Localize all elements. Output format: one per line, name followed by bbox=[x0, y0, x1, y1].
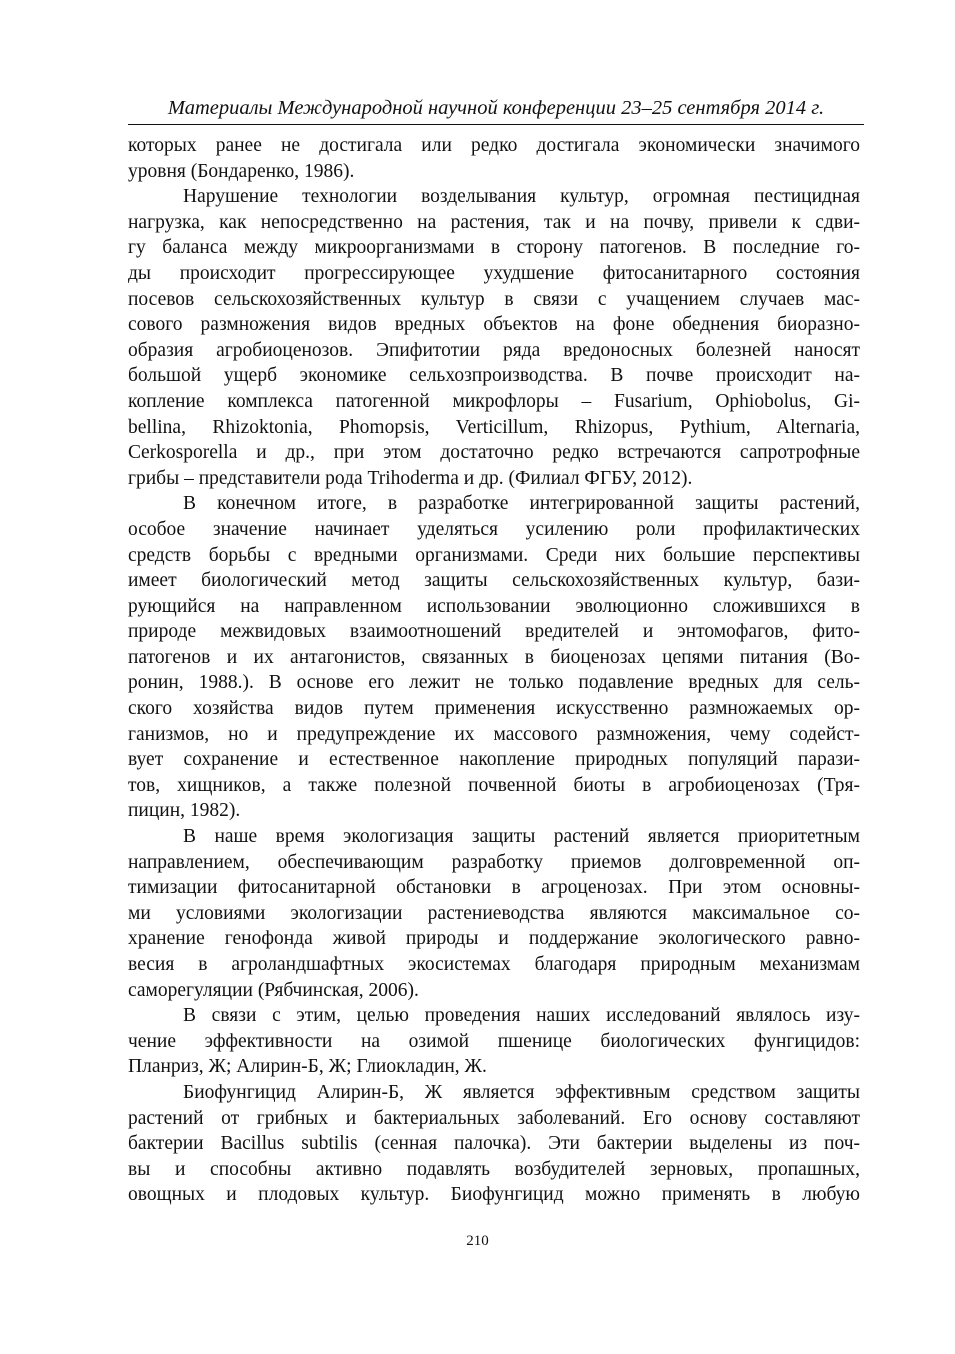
text-line: большой ущерб экономике сельхозпроизводства. В почве происходит на- bbox=[128, 365, 860, 387]
text-line: пицин, 1982). bbox=[128, 800, 241, 822]
running-header: Материалы Международной научной конференции 23–25 сентября 2014 г. bbox=[167, 97, 825, 119]
text-line: вы и способны активно подавлять возбудителей зерновых, пропашных, bbox=[128, 1158, 860, 1180]
header-rule bbox=[128, 124, 864, 125]
text-line: ми условиями экологизации растениеводства являются максимальное со- bbox=[128, 902, 860, 924]
text-line: чение эффективности на озимой пшенице биологических фунгицидов: bbox=[128, 1030, 860, 1052]
text-line: весия в агроландшафтных экосистемах благодаря природным механизмам bbox=[128, 954, 860, 975]
text-line: природе межвидовых взаимоотношений вредителей и энтомофагов, фито- bbox=[128, 621, 860, 643]
text-line: хранение генофонда живой природы и поддержание экологического равно- bbox=[128, 928, 860, 950]
text-line: уровня (Бондаренко, 1986). bbox=[128, 160, 355, 182]
text-line: Планриз, Ж; Алирин-Б, Ж; Глиокладин, Ж. bbox=[128, 1056, 487, 1078]
text-line: bellina, Rhizoktonia, Phomopsis, Verticillum, Rhizopus, Pythium, Alternaria, bbox=[128, 416, 860, 438]
text-line: овощных и плодовых культур. Биофунгицид можно применять в любую bbox=[128, 1184, 860, 1206]
page-number: 210 bbox=[466, 1233, 489, 1249]
text-line: особое значение начинает уделяться усилению роли профилактических bbox=[128, 518, 860, 540]
paragraph bbox=[128, 1003, 860, 1080]
paragraph bbox=[128, 184, 860, 491]
text-line: средств борьбы с вредными организмами. Среди них большие перспективы bbox=[128, 544, 860, 566]
text-line: В наше время экологизация защиты растений является приоритетным bbox=[183, 826, 860, 848]
text-line: патогенов и их антагонистов, связанных в биоценозах цепями питания (Во- bbox=[128, 646, 860, 668]
text-line: Cerkosporella и др., при этом достаточно редко встречаются сапротрофные bbox=[128, 442, 860, 464]
text-line: растений от грибных и бактериальных заболеваний. Его основу составляют bbox=[128, 1107, 860, 1129]
text-line: Нарушение технологии возделывания культур, огромная пестицидная bbox=[183, 186, 860, 208]
paragraph bbox=[128, 1080, 860, 1208]
text-line: гу баланса между микроорганизмами в сторону патогенов. В последние го- bbox=[128, 237, 860, 259]
text-line: направлением, обеспечивающим разработку приемов долговременной оп- bbox=[128, 851, 860, 873]
text-line: ды происходит прогрессирующее ухудшение фитосанитарного состояния bbox=[128, 262, 860, 284]
text-line: образия агробиоценозов. Эпифитотии ряда вредоносных болезней наносят bbox=[128, 339, 860, 361]
text-line: посевов сельскохозяйственных культур в связи с учащением случаев мас- bbox=[128, 288, 860, 310]
body-text bbox=[128, 133, 860, 1208]
text-line: В конечном итоге, в разработке интегрированной защиты растений, bbox=[183, 493, 860, 515]
text-line: сового размножения видов вредных объектов на фоне обеднения биоразно- bbox=[128, 314, 860, 336]
paragraph bbox=[128, 491, 860, 824]
text-line: грибы – представители рода Trihoderma и др. (Филиал ФГБУ, 2012). bbox=[128, 467, 693, 489]
text-line: ронин, 1988.). В основе его лежит не только подавление вредных для сель- bbox=[128, 672, 860, 694]
text-line: саморегуляции (Рябчинская, 2006). bbox=[128, 979, 419, 1001]
text-line: которых ранее не достигала или редко достигала экономически значимого bbox=[128, 135, 860, 156]
text-line: бактерии Bacillus subtilis (сенная палочка). Эти бактерии выделены из поч- bbox=[128, 1133, 860, 1155]
text-line: рующийся на направленном использовании эволюционно сложившихся в bbox=[128, 595, 860, 617]
text-line: копление комплекса патогенной микрофлоры – Fusarium, Ophiobolus, Gi- bbox=[128, 390, 860, 412]
text-line: тимизации фитосанитарной обстановки в агроценозах. При этом основны- bbox=[128, 877, 860, 899]
text-line: нагрузка, как непосредственно на растения, так и на почву, привели к сдви- bbox=[128, 211, 860, 233]
text-line: ского хозяйства видов путем применения искусственно размножаемых ор- bbox=[128, 698, 860, 720]
paragraph bbox=[128, 133, 860, 184]
text-line: тов, хищников, а также полезной почвенной биоты в агробиоценозах (Тря- bbox=[128, 774, 860, 796]
text-line: ганизмов, но и предупреждение их массового размножения, чему содейст- bbox=[128, 723, 860, 745]
text-line: имеет биологический метод защиты сельскохозяйственных культур, бази- bbox=[128, 570, 860, 592]
text-line: Биофунгицид Алирин-Б, Ж является эффективным средством защиты bbox=[183, 1081, 860, 1103]
paragraph bbox=[128, 824, 860, 1003]
text-line: В связи с этим, целью проведения наших исследований являлось изу- bbox=[183, 1005, 860, 1027]
text-line: вует сохранение и естественное накопление природных популяций парази- bbox=[128, 749, 860, 771]
